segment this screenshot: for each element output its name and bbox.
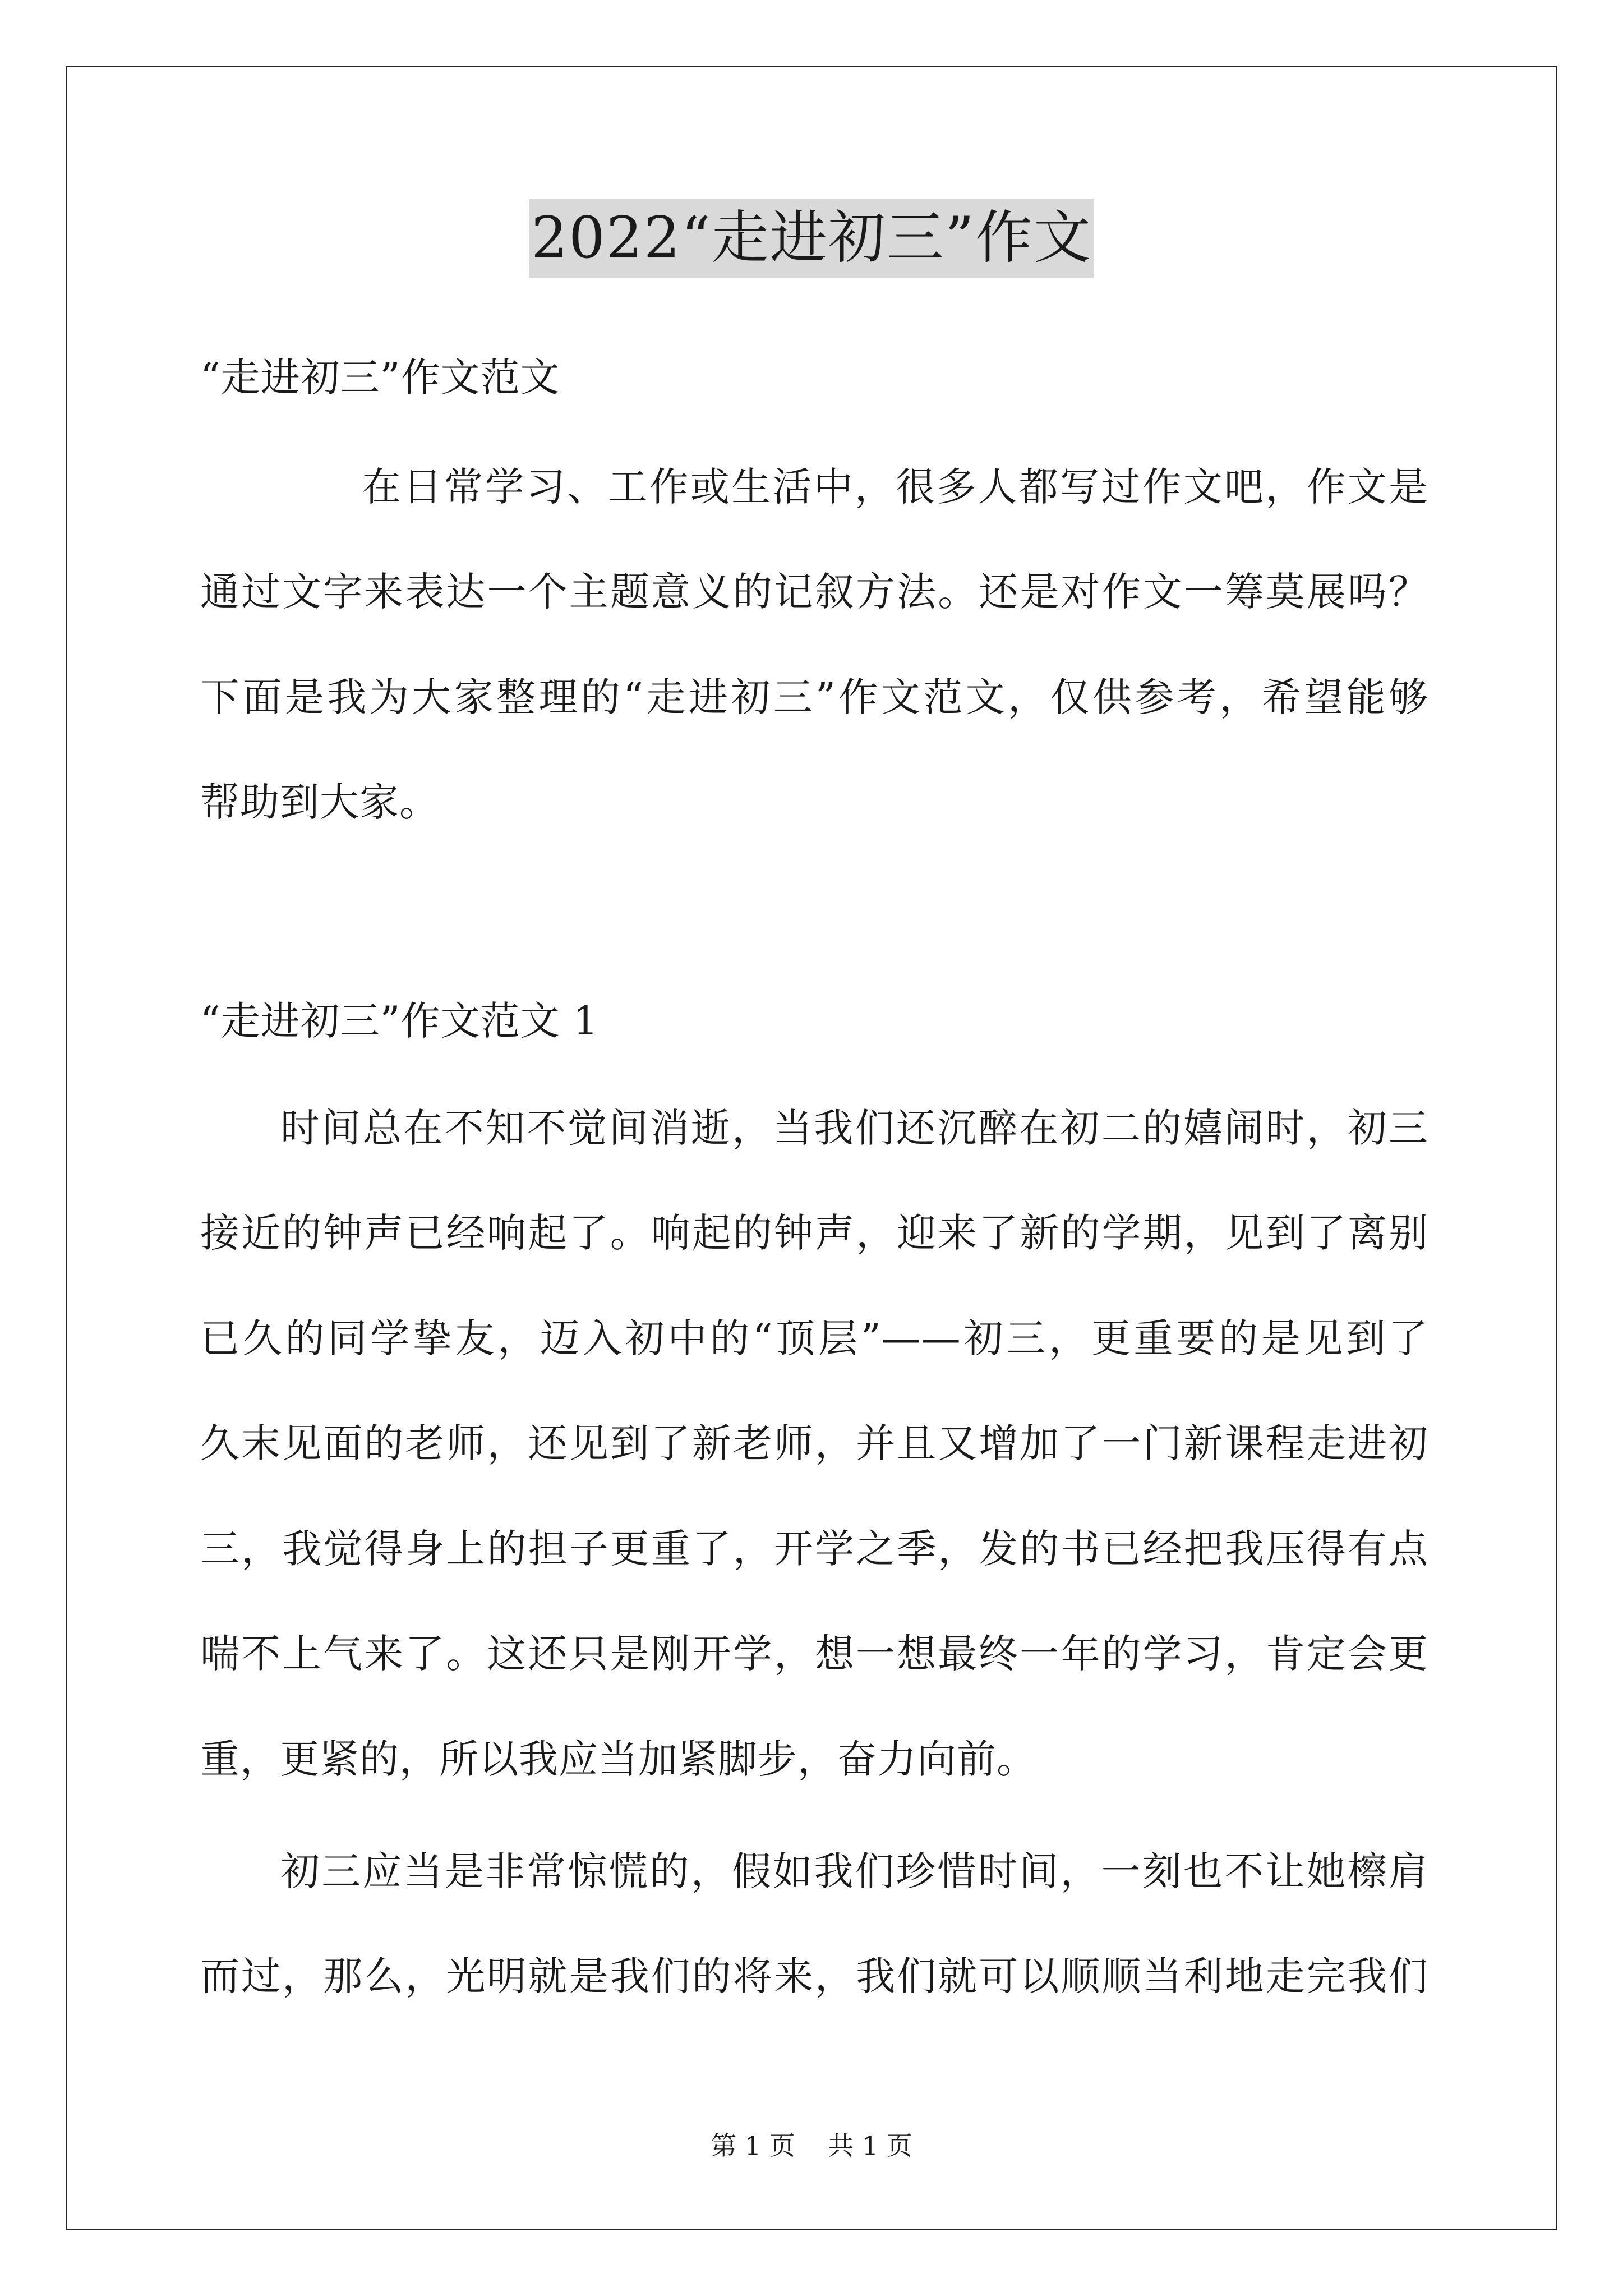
paragraph-line: 重，更紧的，所以我应当加紧脚步，奋力向前。 [200, 1736, 1036, 1782]
paragraph-line: 接近的钟声已经响起了。响起的钟声，迎来了新的学期，见到了离别 [200, 1210, 1428, 1256]
section-heading: “走进初三”作文范文 1 [200, 998, 599, 1044]
paragraph-line: 久末见面的老师，还见到了新老师，并且又增加了一门新课程走进初 [200, 1420, 1428, 1466]
paragraph-line: 而过，那么，光明就是我们的将来，我们就可以顺顺当利地走完我们 [200, 1953, 1428, 1999]
paragraph-line: 三，我觉得身上的担子更重了，开学之季，发的书已经把我压得有点 [200, 1526, 1428, 1572]
intro-line: 通过文字来表达一个主题意义的记叙方法。还是对作文一筹莫展吗？ [200, 569, 1428, 615]
intro-line: 帮助到大家。 [200, 779, 439, 825]
page-footer: 第 1 页 共 1 页 [711, 2131, 912, 2161]
document-subtitle: “走进初三”作文范文 [200, 355, 560, 401]
intro-line: 下面是我为大家整理的“走进初三”作文范文，仅供参考，希望能够 [200, 674, 1428, 720]
paragraph-line: 已久的同学挚友，迈入初中的“顶层”——初三，更重要的是见到了 [200, 1315, 1428, 1361]
paragraph-line: 时间总在不知不觉间消逝，当我们还沉醉在初二的嬉闹时，初三 [280, 1105, 1428, 1151]
document-title: 2022“走进初三”作文 [529, 199, 1094, 278]
paragraph-line: 初三应当是非常惊慌的，假如我们珍惜时间，一刻也不让她檫肩 [280, 1848, 1428, 1894]
intro-line: 在日常学习、工作或生活中，很多人都写过作文吧，作文是 [362, 464, 1428, 510]
title-container [0, 199, 1623, 278]
paragraph-line: 喘不上气来了。这还只是刚开学，想一想最终一年的学习，肯定会更 [200, 1631, 1428, 1677]
